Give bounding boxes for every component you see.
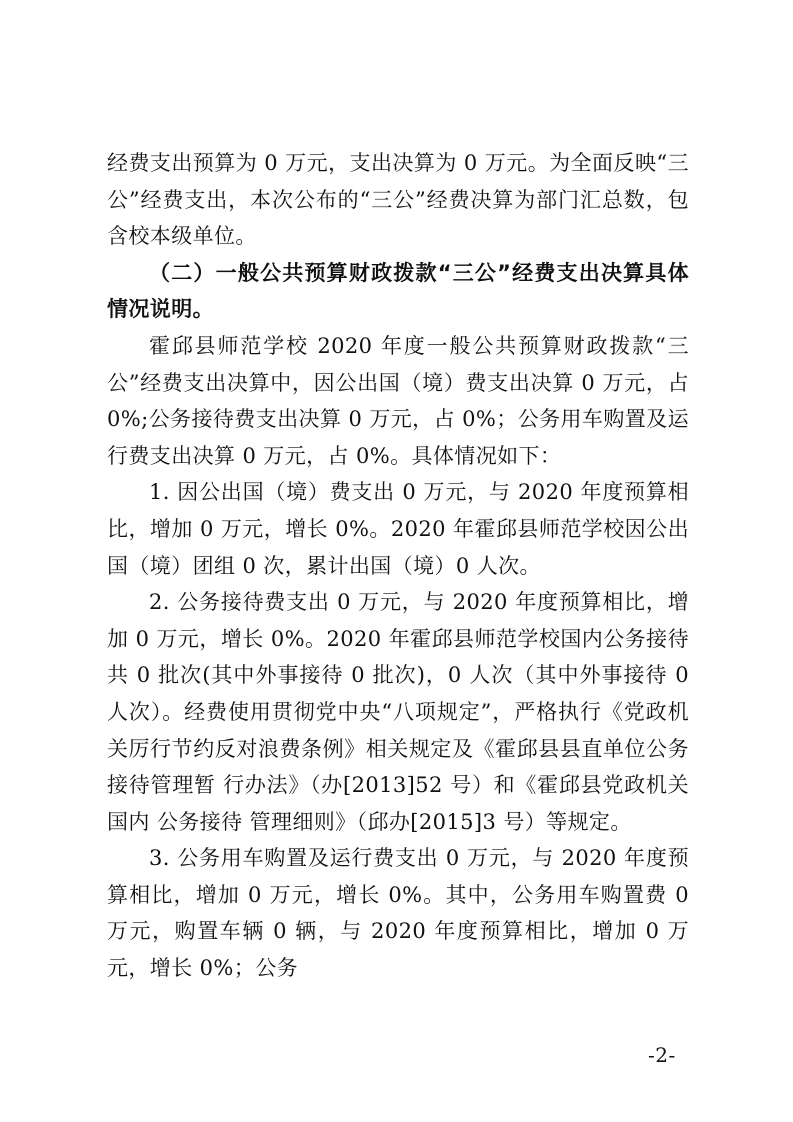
page-number: -2- — [648, 1043, 676, 1067]
document-body — [107, 145, 689, 987]
paragraph-summary: 霍邱县师范学校 2020 年度一般公共预算财政拨款“三公”经费支出决算中，因公出国（境）费支出决算 0 万元，占 0%;公务接待费支出决算 0 万元，占 0%；公务用车购置及运行费支出决算 0 万元，占 0%。具体情况如下： — [107, 333, 689, 468]
section-heading: （二）一般公共预算财政拨款“三公”经费支出决算具体情况说明。 — [107, 260, 689, 322]
paragraph-item-1: 1. 因公出国（境）费支出 0 万元，与 2020 年度预算相比，增加 0 万元，增长 0%。2020 年霍邱县师范学校因公出国（境）团组 0 次，累计出国（境）0 人次。 — [107, 480, 689, 578]
paragraph-continuation: 经费支出预算为 0 万元，支出决算为 0 万元。为全面反映“三公”经费支出，本次公布的“三公”经费决算为部门汇总数，包含校本级单位。 — [107, 151, 689, 249]
paragraph-item-3: 3. 公务用车购置及运行费支出 0 万元，与 2020 年度预算相比，增加 0 万元，增长 0%。其中，公务用车购置费 0 万元，购置车辆 0 辆，与 2020 年度预算相比，增加 0 万元，增长 0%；公务 — [107, 846, 689, 981]
paragraph-item-2: 2. 公务接待费支出 0 万元，与 2020 年度预算相比，增加 0 万元，增长 0%。2020 年霍邱县师范学校国内公务接待共 0 批次(其中外事接待 0 批次)，0 人次（其中外事接待 0 人次）。经费使用贯彻党中央“八项规定”，严格执行《党政机关厉行节约反对浪费条例》相关规定及《霍邱县县直单位公务 接待管理暂 行办法》（办[2013]52 号）和《霍邱县党政机关国内 公务接待 管理细则》（邱办[2015]3 号）等规定。 — [107, 590, 689, 834]
